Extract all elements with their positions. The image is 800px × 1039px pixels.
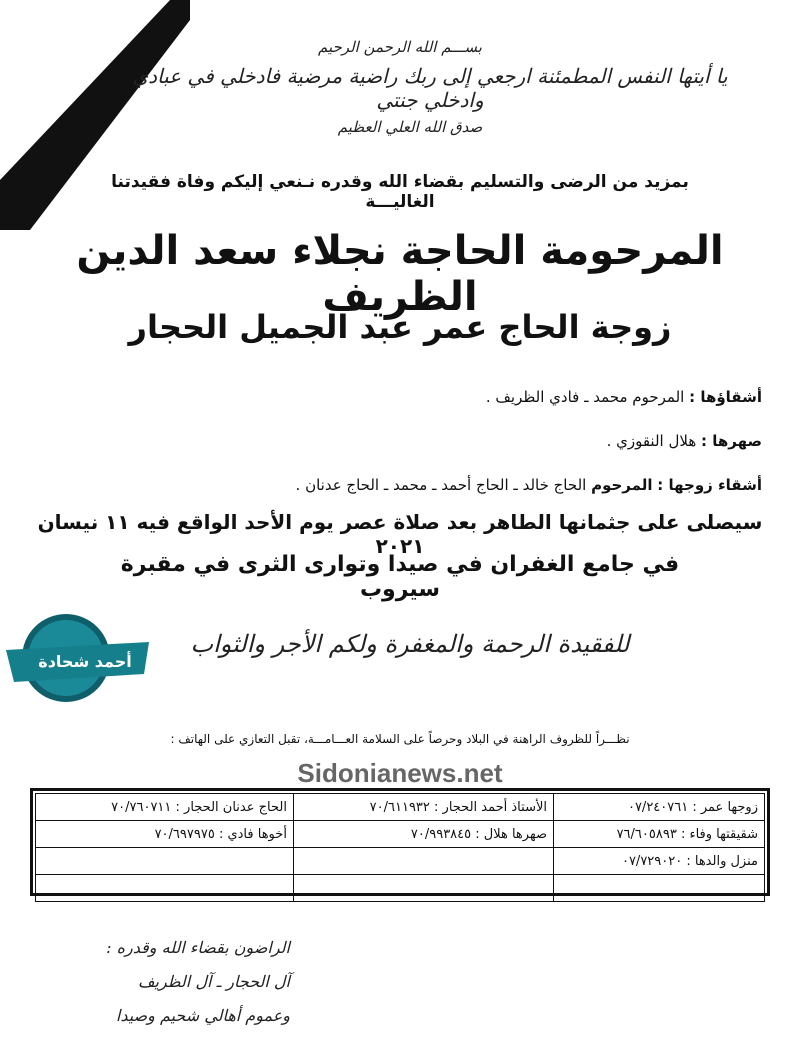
husband-siblings-prefix: المرحوم [591,476,653,494]
table-row [36,875,765,902]
phone-notice: نظـــراً للظروف الراهنة في البلاد وحرصاً على السلامة العـــامـــة، تقبل التعازي على الهاتف : [170,732,630,746]
table-row [36,848,765,875]
siblings-label: أشقاؤها : [689,388,762,406]
contact-cell: الأستاذ أحمد الحجار : ٧٠/٦١١٩٣٢ [293,794,553,821]
husband-siblings-line [22,476,762,494]
contact-cell [36,848,294,875]
contact-cell [293,875,553,902]
intro-line: بمزيد من الرضى والتسليم بقضاء الله وقدره نـنعي إليكم وفاة فقيدتنا الغاليـــة [111,172,689,212]
signoff-line-2: آل الحجار ـ آل الظريف [137,972,290,991]
contacts-table [30,788,770,896]
contact-cell: أخوها فادي : ٧٠/٦٩٧٩٧٥ [36,821,294,848]
contact-cell: زوجها عمر : ٠٧/٢٤٠٧٦١ [554,794,765,821]
contact-cell: شقيقتها وفاء : ٧٦/٦٠٥٨٩٣ [554,821,765,848]
husband-siblings-label: أشقاء زوجها : [657,476,762,494]
contact-cell [36,875,294,902]
sadaq-line: صدق الله العلي العظيم [337,118,483,136]
funeral-line-1: سيصلى على جثمانها الطاهر بعد صلاة عصر يوم الأحد الواقع فيه ١١ نيسان ٢٠٢١ [37,510,763,558]
signoff-line-3: وعموم أهالي شحيم وصيدا [115,1006,290,1025]
table-row [36,821,765,848]
signoff-line-1: الراضون بقضاء الله وقدره : [106,938,290,957]
quran-verse: يا أيتها النفس المطمئنة ارجعي إلى ربك راضية مرضية فادخلي في عبادي وادخلي جنتي [132,64,728,112]
husband-line: زوجة الحاج عمر عبد الجميل الحجار [128,308,672,346]
siblings-value: المرحوم محمد ـ فادي الظريف . [485,388,685,406]
contact-cell [554,875,765,902]
inlaw-value: هلال النقوزي . [606,432,697,450]
inlaw-label: صهرها : [701,432,762,450]
watermark: Sidonianews.net [297,758,503,788]
siblings-line [22,388,762,406]
author-badge-label: أحمد شحادة [38,652,132,671]
condolence-prayer: للفقيدة الرحمة والمغفرة ولكم الأجر والثواب [190,630,630,658]
contact-cell: منزل والدها : ٠٧/٧٢٩٠٢٠ [554,848,765,875]
contact-cell [293,848,553,875]
contact-cell: صهرها هلال : ٧٠/٩٩٣٨٤٥ [293,821,553,848]
deceased-name: المرحومة الحاجة نجلاء سعد الدين الظريف [76,228,724,320]
contact-cell: الحاج عدنان الحجار : ٧٠/٧٦٠٧١١ [36,794,294,821]
husband-siblings-value: الحاج خالد ـ الحاج أحمد ـ محمد ـ الحاج عدنان . [295,476,587,494]
funeral-line-2: في جامع الغفران في صيدا وتوارى الثرى في مقبرة سيروب [120,552,680,602]
basmala: بســـم الله الرحمن الرحيم [318,38,482,56]
table-row [36,794,765,821]
inlaw-line [22,432,762,450]
